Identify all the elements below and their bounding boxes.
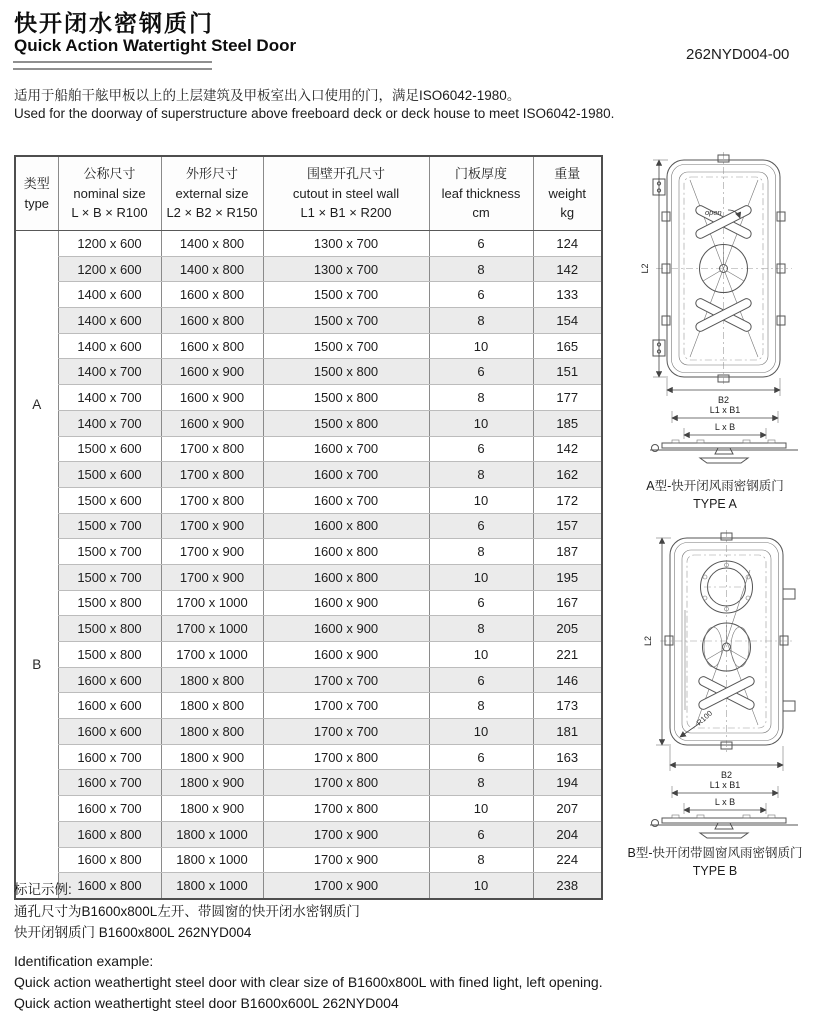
table-cell: 1500 x 600 [58,462,161,488]
table-cell: 6 [429,744,533,770]
description-zh: 适用于船舶干舷甲板以上的上层建筑及甲板室出入口使用的门，满足ISO6042-1980。 [14,88,521,103]
table-cell: 1800 x 1000 [161,873,263,899]
table-cell: 1800 x 800 [161,667,263,693]
svg-text:L x B: L x B [714,797,736,807]
table-cell: 1400 x 600 [58,333,161,359]
table-cell: 1600 x 800 [263,539,429,565]
table-cell: 10 [429,333,533,359]
table-cell: 1800 x 1000 [161,847,263,873]
table-cell: 1500 x 800 [263,410,429,436]
table-row [15,770,602,796]
page-title-zh: 快开闭水密钢质门 [14,10,214,36]
table-cell: 165 [533,333,602,359]
table-cell: 1200 x 600 [58,256,161,282]
description-en: Used for the doorway of superstructure above freeboard deck or deck house to meet ISO6042-1980. [14,106,615,121]
table-row [15,462,602,488]
table-row [15,436,602,462]
open-label: open [705,208,722,217]
table-cell: 1800 x 900 [161,770,263,796]
col-header-nominal [58,156,161,231]
table-cell: 1600 x 600 [58,693,161,719]
table-cell: 1600 x 700 [263,462,429,488]
table-cell: 224 [533,847,602,873]
table-cell: 1600 x 900 [263,642,429,668]
table-cell: 1500 x 800 [263,359,429,385]
table-cell: 10 [429,410,533,436]
col-cutout-zh: 围壁开孔尺寸 [306,166,385,182]
table-cell: 204 [533,821,602,847]
table-cell: 1700 x 1000 [161,590,263,616]
table-cell: 8 [429,308,533,334]
table-cell: 1700 x 900 [161,513,263,539]
table-cell: 187 [533,539,602,565]
drawings-panel [600,150,830,880]
table-cell: 142 [533,436,602,462]
table-cell: 1700 x 1000 [161,642,263,668]
table-cell: 1800 x 900 [161,796,263,822]
table-cell: 6 [429,436,533,462]
table-cell: 195 [533,564,602,590]
table-row [15,487,602,513]
table-cell: 1800 x 1000 [161,821,263,847]
table-cell: 173 [533,693,602,719]
table-cell: 1800 x 800 [161,693,263,719]
identification-example [14,879,814,1014]
table-cell: 207 [533,796,602,822]
table-cell: 1400 x 800 [161,231,263,257]
type-b-caption-zh: B型-快开闭带圆窗风雨密钢质门 [627,846,803,860]
table-cell: 1600 x 700 [58,770,161,796]
col-header-external [161,156,263,231]
title-underline [13,61,212,70]
col-thickness-en: leaf thickness [441,185,521,201]
table-row [15,821,602,847]
table-cell: 1700 x 900 [263,821,429,847]
table-cell: 1700 x 900 [263,847,429,873]
svg-text:B2: B2 [717,395,730,405]
table-cell: 1600 x 800 [58,821,161,847]
table-cell: 1500 x 700 [263,333,429,359]
table-cell: 1700 x 800 [161,436,263,462]
table-row [15,590,602,616]
type-a-drawing [600,150,830,470]
table-cell: 1400 x 600 [58,282,161,308]
svg-text:B2: B2 [720,770,733,780]
table-row [15,231,602,257]
col-cutout-sub: L1 × B1 × R200 [300,205,392,221]
table-cell: 6 [429,821,533,847]
table-row [15,308,602,334]
col-nominal-en: nominal size [73,185,146,201]
type-a-caption [600,477,830,513]
type-a-caption-en: TYPE A [693,497,737,511]
table-cell: 238 [533,873,602,899]
svg-text:L1 x B1: L1 x B1 [709,780,741,790]
table-cell: 10 [429,487,533,513]
table-row [15,385,602,411]
table-cell: 1700 x 800 [161,462,263,488]
col-thickness-sub: cm [472,205,490,221]
table-cell: 6 [429,667,533,693]
table-cell: 1500 x 800 [58,642,161,668]
table-cell: 1500 x 700 [263,282,429,308]
col-cutout-en: cutout in steel wall [292,185,400,201]
doc-code: 262NYD004-00 [686,46,790,63]
section-view [650,780,798,838]
dimension-l2 [640,160,668,377]
table-cell: 1600 x 800 [161,333,263,359]
table-cell: 1600 x 900 [263,616,429,642]
table-row [15,256,602,282]
table-cell: 1600 x 800 [58,873,161,899]
table-cell: 1400 x 700 [58,359,161,385]
table-row [15,642,602,668]
table-cell: 6 [429,231,533,257]
table-cell: 185 [533,410,602,436]
table-cell: 205 [533,616,602,642]
table-cell: 1600 x 800 [161,282,263,308]
table-cell: 172 [533,487,602,513]
col-thickness-zh: 门板厚度 [454,166,507,182]
table-cell: 1600 x 700 [58,796,161,822]
table-row [15,719,602,745]
table-cell: 194 [533,770,602,796]
cam-handle-top [694,204,752,240]
table-row [15,410,602,436]
svg-text:R100: R100 [694,708,715,728]
col-external-sub: L2 × B2 × R150 [166,205,258,221]
table-cell: 10 [429,796,533,822]
table-cell: 1600 x 700 [58,744,161,770]
table-row [15,693,602,719]
table-cell: 1300 x 700 [263,256,429,282]
table-cell: 8 [429,539,533,565]
dimension-l2 [643,538,671,745]
table-row [15,282,602,308]
col-external-zh: 外形尺寸 [185,166,238,182]
table-cell: 1500 x 800 [263,385,429,411]
table-cell: 1700 x 800 [263,770,429,796]
table-row [15,616,602,642]
col-weight-en: weight [548,185,587,201]
table-cell: 1600 x 700 [263,436,429,462]
table-cell: 1600 x 800 [161,308,263,334]
table-cell: 1700 x 900 [161,539,263,565]
type-b-caption [600,844,830,880]
example-en-line2: Quick action weathertight steel door B1600x600L 262NYD004 [14,994,399,1011]
table-cell: 133 [533,282,602,308]
table-cell: 1700 x 700 [263,667,429,693]
table-row [15,796,602,822]
col-header-cutout [263,156,429,231]
table-cell: 1600 x 800 [58,847,161,873]
table-cell: 1600 x 600 [58,719,161,745]
table-cell: 124 [533,231,602,257]
table-cell: 1600 x 900 [263,590,429,616]
table-cell: 8 [429,385,533,411]
table-cell: 157 [533,513,602,539]
table-row [15,667,602,693]
table-row [15,744,602,770]
type-label-a: A [32,397,42,413]
table-cell: 1400 x 600 [58,308,161,334]
type-cell [15,231,58,899]
table-cell: 1500 x 600 [58,487,161,513]
table-cell: 1400 x 800 [161,256,263,282]
table-row [15,333,602,359]
table-cell: 1200 x 600 [58,231,161,257]
table-cell: 163 [533,744,602,770]
table-cell: 1500 x 700 [58,539,161,565]
table-cell: 10 [429,873,533,899]
type-b-drawing [600,525,830,845]
table-cell: 1300 x 700 [263,231,429,257]
page-title-en: Quick Action Watertight Steel Door [14,36,297,55]
col-type-zh: 类型 [23,176,50,191]
svg-text:L1 x B1: L1 x B1 [709,405,741,415]
table-row [15,539,602,565]
svg-text:L2: L2 [643,635,653,647]
table-cell: 1500 x 800 [58,590,161,616]
type-b-caption-en: TYPE B [692,864,738,878]
svg-text:L2: L2 [640,263,650,274]
table-cell: 1800 x 800 [161,719,263,745]
table-cell: 1400 x 700 [58,410,161,436]
svg-text:L x B: L x B [714,422,736,432]
table-cell: 1500 x 700 [263,308,429,334]
table-cell: 1500 x 700 [58,564,161,590]
table-cell: 1600 x 900 [161,385,263,411]
table-cell: 1600 x 700 [263,487,429,513]
example-zh-title: 标记示例: [14,882,72,897]
table-cell: 8 [429,462,533,488]
table-cell: 1700 x 800 [263,744,429,770]
table-cell: 162 [533,462,602,488]
table-cell: 8 [429,770,533,796]
spec-table-header [15,156,602,231]
example-zh-line2: 快开闭钢质门 B1600x800L 262NYD004 [14,925,252,940]
example-en-line1: Quick action weathertight steel door with clear size of B1600x800L with fined light, left opening. [14,973,603,990]
table-cell: 177 [533,385,602,411]
table-cell: 1700 x 800 [263,796,429,822]
col-external-en: external size [175,185,249,201]
col-header-weight [533,156,602,231]
table-cell: 1700 x 900 [161,564,263,590]
table-cell: 10 [429,719,533,745]
table-cell: 1400 x 700 [58,385,161,411]
table-cell: 221 [533,642,602,668]
col-weight-zh: 重量 [554,166,581,182]
table-cell: 1700 x 800 [161,487,263,513]
table-cell: 1500 x 700 [58,513,161,539]
table-cell: 181 [533,719,602,745]
type-label-b: B [32,656,42,672]
col-weight-sub: kg [560,205,575,221]
table-cell: 8 [429,693,533,719]
col-nominal-zh: 公称尺寸 [83,166,136,182]
table-cell: 1700 x 700 [263,693,429,719]
table-cell: 151 [533,359,602,385]
table-cell: 8 [429,256,533,282]
table-cell: 146 [533,667,602,693]
type-a-caption-zh: A型-快开闭风雨密钢质门 [646,479,784,493]
table-cell: 167 [533,590,602,616]
table-cell: 8 [429,847,533,873]
table-cell: 1600 x 900 [161,359,263,385]
table-cell: 6 [429,590,533,616]
col-header-type [15,156,58,231]
table-cell: 1500 x 600 [58,436,161,462]
table-cell: 10 [429,564,533,590]
section-view [650,405,798,463]
spec-table-body [15,231,602,899]
example-zh-line1: 通孔尺寸为B1600x800L左开、带圆窗的快开闭水密钢质门 [14,903,360,919]
col-nominal-sub: L × B × R100 [71,205,148,221]
table-cell: 142 [533,256,602,282]
table-cell: 6 [429,282,533,308]
col-type-en: type [24,195,50,211]
table-cell: 1700 x 1000 [161,616,263,642]
table-row [15,513,602,539]
table-row [15,564,602,590]
col-header-thickness [429,156,533,231]
table-cell: 6 [429,513,533,539]
table-cell: 10 [429,642,533,668]
table-cell: 1600 x 600 [58,667,161,693]
example-en-title: Identification example: [14,952,154,969]
table-cell: 154 [533,308,602,334]
table-cell: 1600 x 800 [263,513,429,539]
table-cell: 1600 x 900 [161,410,263,436]
table-cell: 1500 x 800 [58,616,161,642]
table-cell: 1600 x 800 [263,564,429,590]
table-cell: 1800 x 900 [161,744,263,770]
table-row [15,847,602,873]
table-row [15,359,602,385]
table-cell: 6 [429,359,533,385]
table-cell: 8 [429,616,533,642]
spec-table [14,155,603,900]
table-cell: 1700 x 900 [263,873,429,899]
table-cell: 1700 x 700 [263,719,429,745]
